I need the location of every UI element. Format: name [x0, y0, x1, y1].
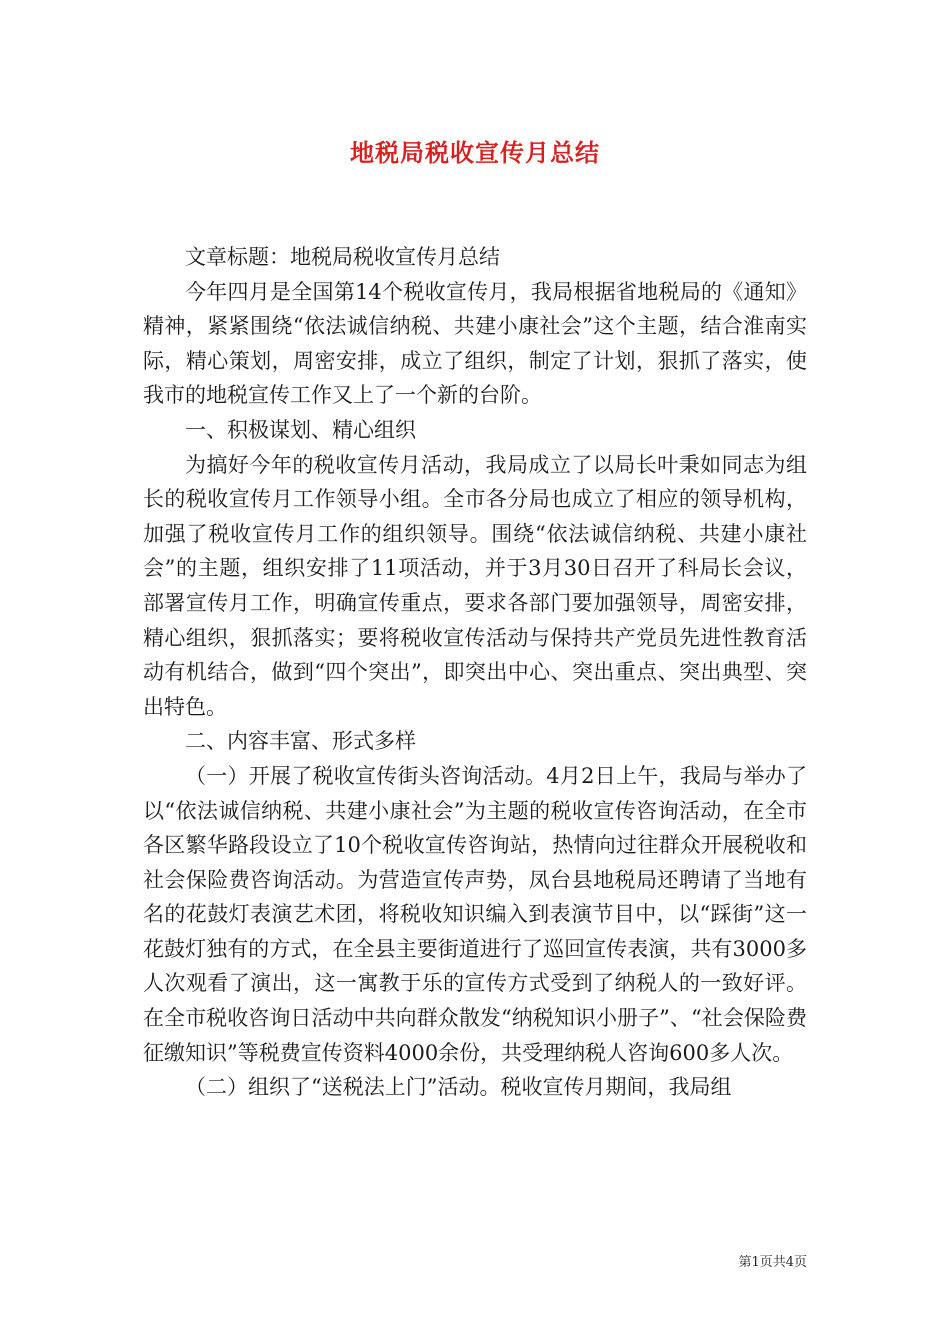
paragraph-section-2-item-1: （一）开展了税收宣传街头咨询活动。4月2日上午，我局与举办了以“依法诚信纳税、共建小康社会”为主题的税收宣传咨询活动，在全市各区繁华路段设立了10个税收宣传咨询站，热情向过往群众开展税收和社会保险费咨询活动。为营造宣传声势，凤台县地税局还聘请了当地有名的花鼓灯表演艺术团，将税收知识编入到表演节目中，以“踩街”这一花鼓灯独有的方式，在全县主要街道进行了巡回宣传表演，共有3000多人次观看了演出，这一寓教于乐的宣传方式受到了纳税人的一致好评。在全市税收咨询日活动中共向群众散发“纳税知识小册子”、“社会保险费征缴知识”等税费宣传资料4000余份，共受理纳税人咨询600多人次。 — [143, 763, 807, 1065]
paragraph-intro: 今年四月是全国第14个税收宣传月，我局根据省地税局的《通知》精神，紧紧围绕“依法诚信纳税、共建小康社会”这个主题，结合淮南实际，精心策划，周密安排，成立了组织，制定了计划，狠抓了落实，使我市的地税宣传工作又上了一个新的台阶。 — [143, 279, 807, 408]
paragraph-section-2-item-2: （二）组织了“送税法上门”活动。税收宣传月期间，我局组 — [185, 1075, 732, 1100]
article-heading-line: 文章标题：地税局税收宣传月总结 — [185, 245, 500, 269]
paragraph-section-1: 为搞好今年的税收宣传月活动，我局成立了以局长叶秉如同志为组长的税收宣传月工作领导小组。全市各分局也成立了相应的领导机构，加强了税收宣传月工作的组织领导。围绕“依法诚信纳税、共建小康社会”的主题，组织安排了11项活动，并于3月30日召开了科局长会议，部署宣传月工作，明确宣传重点，要求各部门要加强领导，周密安排，精心组织，狠抓落实；要将税收宣传活动与保持共产党员先进性教育活动有机结合，做到“四个突出”，即突出中心、突出重点、突出典型、突出特色。 — [143, 452, 807, 719]
document-title: 地税局税收宣传月总结 — [350, 138, 600, 167]
section-heading-1: 一、积极谋划、精心组织 — [185, 417, 416, 442]
section-heading-2: 二、内容丰富、形式多样 — [185, 729, 416, 754]
page-number-footer: 第1页共4页 — [738, 1255, 807, 1270]
document-body — [143, 240, 807, 1105]
